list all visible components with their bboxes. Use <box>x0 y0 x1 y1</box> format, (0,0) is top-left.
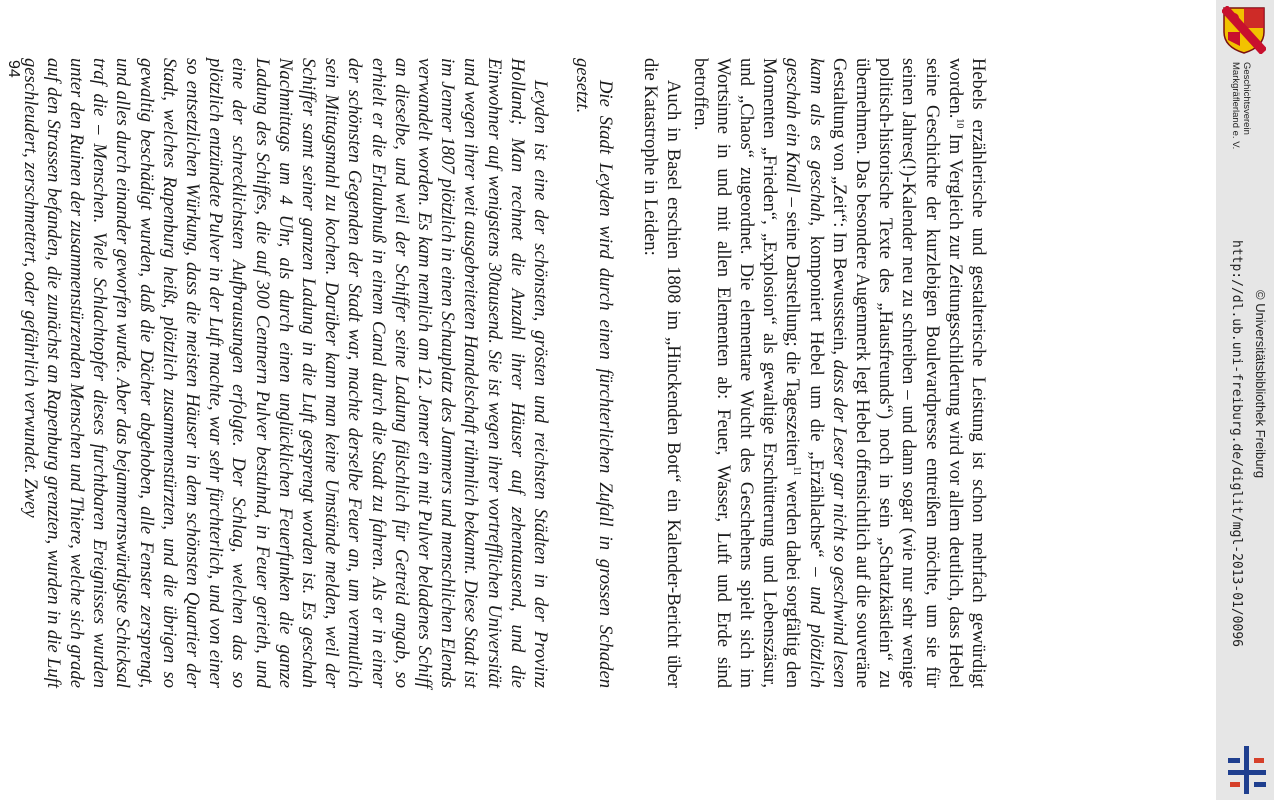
paragraph-basel: Auch in Basel erschien 1808 im „Hinckenden Bott“ ein Kalender-Bericht über die Katastrophe in Leiden: <box>639 58 684 688</box>
society-line2: Markgräflerland e. V. <box>1230 62 1241 150</box>
permalink-url[interactable]: http://dl.ub.uni-freiburg.de/diglit/mgl-2013-01/0096 <box>1229 240 1244 647</box>
paragraph-hebel: Hebels erzählerische und gestalterische Leistung ist schon mehrfach gewürdigt worden.$^{10}$ Im Vergleich zur Zeitungsschilderung wird vor allem deutlich, dass Hebel seine Geschichte der kurzlebigen Boulevardpresse entreißen möchte, um sie für seinen Jahres(!)-Kalender neu zu schreiben – und dann sogar (wie nur sehr wenige politisch-historische Texte des „Hausfreunds“) noch in sein „Schatzkästlein“ zu übernehmen. Das besondere Augenmerk legt Hebel offensichtlich auf die souveräne Gestaltung von „Zeit“: Im Bewusstsein, dass der Leser gar nicht so geschwind lesen kann als es geschah, komponiert Hebel um die „Erzählachse“ – und plötzlich geschah ein Knall – seine Darstellung; die Tageszeiten$^{11}$ werden dabei sorgfältig den Momenten „Frieden“, „Explosion“ als gewaltige Erschütterung und Lebenszäsur, und „Chaos“ zugeordnet. Die elementare Wucht des Geschehens spielt sich im Wortsinne in und mit allen Elementen ab: Feuer, Wasser, Luft und Erde sind betroffen. <box>689 58 989 689</box>
page-number: 94 <box>5 60 22 78</box>
quote-body: Leyden ist eine der schönsten, grösten und reichsten Städten in der Provinz Holland; Man rechnet die Anzahl ihrer Häuser auf zehentausend, und die Einwohner auf wenigstens 30tausend. Sie ist wegen ihrer vortrefflichen Universität und wegen ihrer weit ausgebreiteten Handelschaft rühmlich bekannt. Diese Stadt ist im Jenner 1807 plötzlich in einen Schauplatz des Jammers und menschlichen Elends verwandelt worden. Es kam nemlich am 12. Jenner ein mit Pulver beladenes Schiff an dieselbe, und weil der Schiffer seine Ladung fälschlich für Getreid angab, so erhielt er die Erlaubnuß in einem Canal durch die Stadt zu fahren. Als er in einer der schönsten Gegenden der Stadt war, machte derselbe Feuer an, um vermutlich sein Mittagsmahl zu kochen. Darüber kann man keine Umstände melden, weil der Schiffer samt seiner ganzen Ladung in die Luft gesprengt worden ist. Es geschah Nachmittags um 4 Uhr, als durch einen unglücklichen Feuerfunken die ganze Ladung des Schiffes, die auf 300 Centnern Pulver bestuhnd, in Feuer gerieth, und eine der schrecklichsten Aufbrausungen erfolgte. Der Schlag, welchen das so plötzlich entzündete Pulver in der Luft machte, war sehr fürchterlich, und von einer so entsetzlichen Würkung, dass die meisten Häuser in dem schönsten Quartier der Stadt, welches Rapenburg heißt, plötzlich zusammenstürzten, und die übrigen so gewaltig beschädigt wurden, daß die Dächer abgehoben, alle Fenster zersprengt, und alles durch einander geworfen wurde. Aber das bejammernswürdigste Schicksal traf die – Menschen. Viele Schlachtopfer dieses furchtbaren Ereignisses wurden unter den Ruinen der zusammenstürzenden Menschen und Thiere, welche sich grade auf den Strassen befanden, die zunächst an Rapenburg grenzten, wurden in die Luft geschleudert, zerschmettert, oder gefährlich verwundet. Zwey <box>19 58 551 688</box>
coat-of-arms-icon <box>1222 6 1266 54</box>
society-line1: Geschichtsverein <box>1241 62 1252 135</box>
ub-freiburg-logo-icon[interactable] <box>1226 746 1268 794</box>
copyright-notice: © Universitätsbibliothek Freiburg <box>1253 290 1268 479</box>
quote-heading: Die Stadt Leyden wird durch einen fürchterlichen Zufall in grossen Schaden gesetzt. <box>571 58 616 688</box>
society-name <box>1230 62 1252 172</box>
